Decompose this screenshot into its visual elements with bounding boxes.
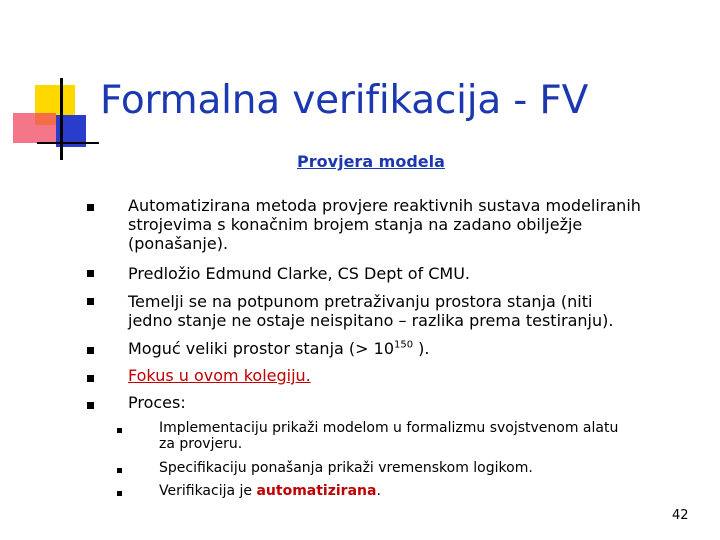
sub-bullet-line: Specifikaciju ponašanja prikaži vremenskom logikom. xyxy=(159,460,533,476)
slide-logo xyxy=(0,0,110,170)
bullet-item-3 xyxy=(128,292,698,330)
bullet-item-4 xyxy=(128,339,698,358)
sub-bullet-text: Verifikacija je xyxy=(159,483,257,499)
bullet-line: Proces: xyxy=(128,393,186,412)
bullet-item-6 xyxy=(128,393,698,412)
slide-subtitle: Provjera modela xyxy=(297,152,445,171)
bullet-text-suffix: ). xyxy=(413,339,430,358)
sub-bullet-suffix: . xyxy=(376,483,381,499)
sub-bullet-marker xyxy=(117,491,122,496)
sub-bullet-line: Implementaciju prikaži modelom u formalizmu svojstvenom alatu xyxy=(159,420,619,436)
logo-red-square xyxy=(13,113,56,143)
highlight-text: automatizirana xyxy=(256,483,377,499)
logo-vertical-line xyxy=(60,78,63,160)
sub-bullet-item-2 xyxy=(159,460,699,476)
sub-bullet-marker xyxy=(117,468,122,473)
bullet-line: jedno stanje ne ostaje neispitano – razlika prema testiranju). xyxy=(128,311,614,330)
bullet-item-5-link[interactable] xyxy=(128,366,698,385)
slide-title: Formalna verifikacija - FV xyxy=(100,78,589,123)
bullet-line: Predložio Edmund Clarke, CS Dept of CMU. xyxy=(128,264,471,283)
bullet-item-2 xyxy=(128,264,698,283)
logo-horizontal-line xyxy=(37,142,99,144)
bullet-marker xyxy=(87,402,94,409)
bullet-line: (ponašanje). xyxy=(128,234,229,253)
sub-bullet-item-1 xyxy=(159,420,699,452)
page-number: 42 xyxy=(672,508,689,523)
bullet-marker xyxy=(87,204,94,211)
sub-bullet-line: za provjeru. xyxy=(159,436,243,452)
exponent: 150 xyxy=(394,339,414,351)
bullet-line: strojevima s konačnim brojem stanja na zadano obilježje xyxy=(128,215,583,234)
bullet-marker xyxy=(87,270,94,277)
bullet-marker xyxy=(87,375,94,382)
bullet-item-1 xyxy=(128,196,698,253)
bullet-marker xyxy=(87,298,94,305)
sub-bullet-item-3 xyxy=(159,483,699,499)
bullet-text: Moguć veliki prostor stanja (> 10 xyxy=(128,339,394,358)
bullet-line: Temelji se na potpunom pretraživanju prostora stanja (niti xyxy=(128,292,593,311)
bullet-line: Automatizirana metoda provjere reaktivnih sustava modeliranih xyxy=(128,196,641,215)
bullet-line: Fokus u ovom kolegiju. xyxy=(128,366,311,385)
bullet-marker xyxy=(87,347,94,354)
sub-bullet-marker xyxy=(117,428,122,433)
